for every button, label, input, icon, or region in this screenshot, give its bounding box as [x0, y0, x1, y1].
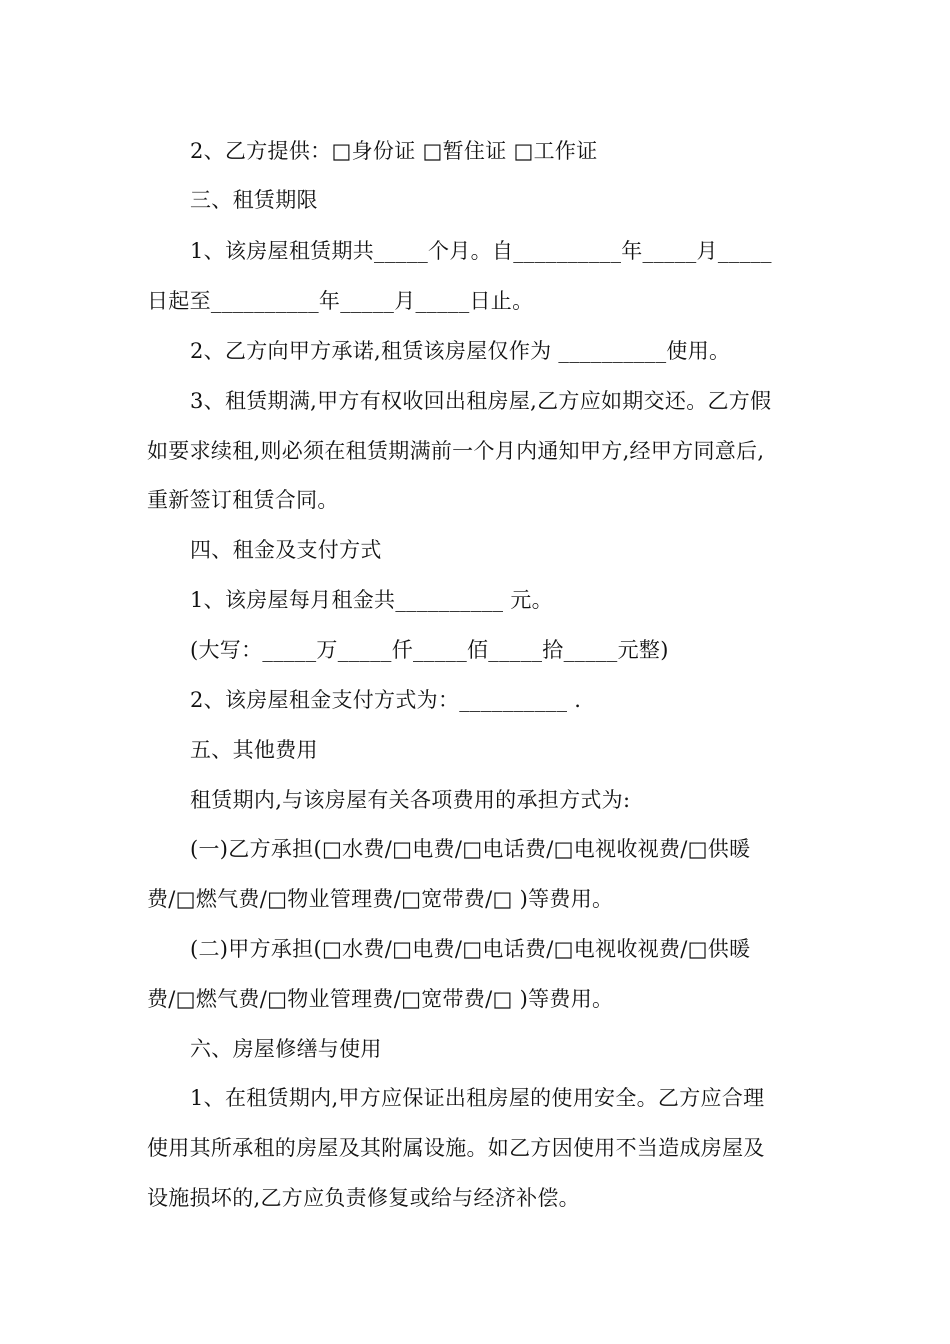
tenant-fees-line-cont: 费/□燃气费/□物业管理费/□宽带费/□ )等费用。 [147, 887, 614, 911]
landlord-fees-line: (二)甲方承担(□水费/□电费/□电话费/□电视收视费/□供暖 [190, 937, 751, 961]
tenant-fees-line: (一)乙方承担(□水费/□电费/□电话费/□电视收视费/□供暖 [190, 837, 751, 861]
repair-clause-line-end: 设施损坏的,乙方应负责修复或给与经济补偿。 [147, 1186, 580, 1210]
repair-clause-line: 1、在租赁期内,甲方应保证出租房屋的使用安全。乙方应合理 [190, 1086, 765, 1110]
monthly-rent-line: 1、该房屋每月租金共__________ 元。 [190, 588, 553, 612]
lease-expiry-line-end: 重新签订租赁合同。 [147, 488, 339, 512]
payment-method-line: 2、该房屋租金支付方式为：__________ . [190, 688, 582, 712]
usage-purpose-line: 2、乙方向甲方承诺,租赁该房屋仅作为 __________使用。 [190, 339, 731, 363]
section-4-heading: 四、租金及支付方式 [190, 538, 382, 562]
repair-clause-line-cont: 使用其所承租的房屋及其附属设施。如乙方因使用不当造成房屋及 [147, 1136, 765, 1160]
landlord-fees-line-cont: 费/□燃气费/□物业管理费/□宽带费/□ )等费用。 [147, 987, 614, 1011]
section-5-heading: 五、其他费用 [190, 738, 318, 762]
id-documents-line: 2、乙方提供：□身份证 □暂住证 □工作证 [190, 139, 598, 163]
section-3-heading: 三、租赁期限 [190, 188, 318, 212]
lease-term-line-cont: 日起至__________年_____月_____日止。 [147, 289, 534, 313]
lease-expiry-line-cont: 如要求续租,则必须在租赁期满前一个月内通知甲方,经甲方同意后, [147, 439, 765, 463]
lease-expiry-line: 3、租赁期满,甲方有权收回出租房屋,乙方应如期交还。乙方假 [190, 389, 772, 413]
section-6-heading: 六、房屋修缮与使用 [190, 1037, 382, 1061]
rent-in-words-line: (大写：_____万_____仟_____佰_____拾_____元整) [190, 638, 669, 662]
lease-term-line: 1、该房屋租赁期共_____个月。自__________年_____月_____ [190, 239, 772, 263]
fees-intro-line: 租赁期内,与该房屋有关各项费用的承担方式为: [190, 788, 631, 812]
